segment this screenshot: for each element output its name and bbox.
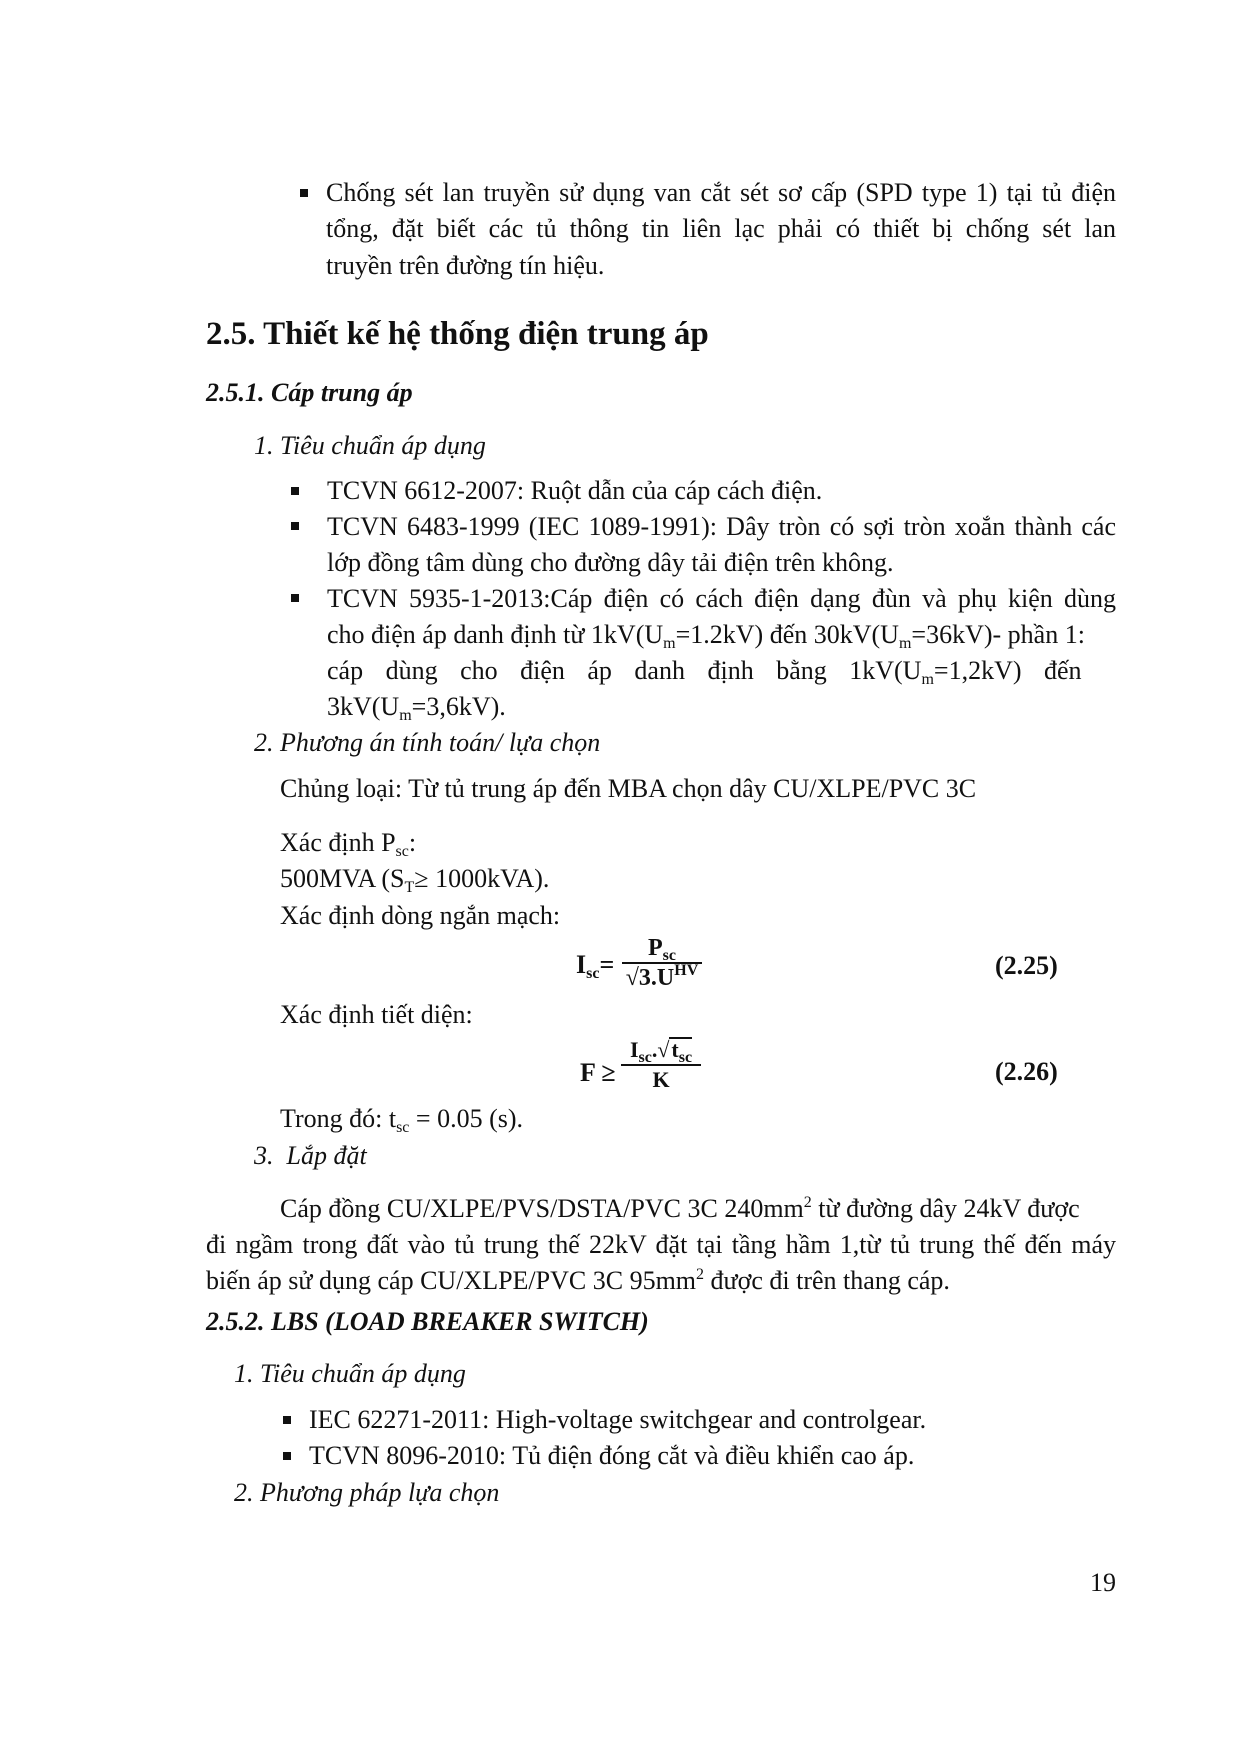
equation-2-26-fraction: $I_{sc}.√t_{sc}$ K <box>621 1037 701 1091</box>
bullet-marker <box>291 487 299 495</box>
f-label: Xác định tiết diện: <box>280 1000 473 1029</box>
psc-label: Xác định $P_{sc}$: <box>280 828 417 860</box>
heading-phuong-phap: 2. Phương pháp lựa chọn <box>234 1478 500 1507</box>
equation-2-25-lhs: $I_{sc}=$ <box>576 950 615 982</box>
subsection-title-lbs: 2.5.2. LBS (LOAD BREAKER SWITCH) <box>206 1307 649 1336</box>
install-paragraph-line1: Cáp đồng CU/XLPE/PVS/DSTA/PVC 3C $240mm^2$ từ đường dây 24kV được <box>280 1194 1080 1223</box>
install-paragraph-line3: biến áp sử dụng cáp CU/XLPE/PVC 3C $95mm^2$ được đi trên thang cáp. <box>206 1266 950 1295</box>
intro-bullet-line1: Chống sét lan truyền sử dụng van cắt sét sơ cấp (SPD type 1) tại tủ điện <box>326 178 1116 207</box>
bullet-marker <box>283 1416 291 1424</box>
standard-tcvn-5935-line3: cáp dùng cho điện áp danh định bằng $1kV(U_m=1,2kV)$ đến <box>327 656 1082 688</box>
where-line: Trong đó: $t_{sc} = 0.05$ (s). <box>280 1104 524 1136</box>
heading-tieu-chuan: 1. Tiêu chuẩn áp dụng <box>254 431 486 460</box>
equation-2-25-fraction: $P_{sc}$ $√3.U^{HV}$ <box>622 936 702 990</box>
bullet-marker <box>283 1452 291 1460</box>
install-paragraph-line2: đi ngầm trong đất vào tủ trung thế 22kV đặt tại tầng hầm 1,từ tủ trung thế đến máy <box>206 1230 1116 1259</box>
isc-label: Xác định dòng ngắn mạch: <box>280 901 561 930</box>
bullet-marker <box>291 522 299 530</box>
standard-tcvn-8096: TCVN 8096-2010: Tủ điện đóng cắt và điều khiển cao áp. <box>309 1441 915 1470</box>
heading-phuong-an: 2. Phương án tính toán/ lựa chọn <box>254 728 601 757</box>
standard-tcvn-5935-line2: cho điện áp danh định từ $1kV(U_m=1.2kV)$ đến $30kV(U_m=36kV)-$ phần 1: <box>327 620 1085 652</box>
standard-iec-62271: IEC 62271-2011: High-voltage switchgear and controlgear. <box>309 1405 927 1434</box>
equation-2-25-number: (2.25) <box>995 951 1058 980</box>
psc-value: 500MVA $(S_T\ge 1000kVA)$. <box>280 864 550 896</box>
standard-tcvn-5935-line1: TCVN 5935-1-2013:Cáp điện có cách điện dạng đùn và phụ kiện dùng <box>327 584 1116 613</box>
heading-tieu-chuan-lbs: 1. Tiêu chuẩn áp dụng <box>234 1359 466 1388</box>
bullet-marker <box>291 594 299 602</box>
intro-bullet-line3: truyền trên đường tín hiệu. <box>326 251 605 280</box>
cable-type-line: Chủng loại: Từ tủ trung áp đến MBA chọn dây CU/XLPE/PVC 3C <box>280 774 977 803</box>
standard-tcvn-5935-line4: $3kV(U_m=3,6kV)$. <box>327 692 506 724</box>
standard-tcvn-6612: TCVN 6612-2007: Ruột dẫn của cáp cách điện. <box>327 476 823 505</box>
section-title: 2.5. Thiết kế hệ thống điện trung áp <box>206 316 709 352</box>
standard-tcvn-6483-line1: TCVN 6483-1999 (IEC 1089-1991): Dây tròn có sợi tròn xoắn thành các <box>327 512 1116 541</box>
page-number: 19 <box>1090 1568 1116 1597</box>
intro-bullet-line2: tổng, đặt biết các tủ thông tin liên lạc phải có thiết bị chống sét lan <box>326 214 1116 243</box>
standard-tcvn-6483-line2: lớp đồng tâm dùng cho đường dây tải điện trên không. <box>327 548 894 577</box>
bullet-marker <box>300 189 308 197</box>
subsection-title-cap-trung-ap: 2.5.1. Cáp trung áp <box>206 378 413 407</box>
equation-2-26-lhs: F ≥ <box>580 1058 616 1087</box>
equation-2-26-number: (2.26) <box>995 1057 1058 1086</box>
heading-lap-dat: 3. Lắp đặt <box>254 1141 367 1170</box>
